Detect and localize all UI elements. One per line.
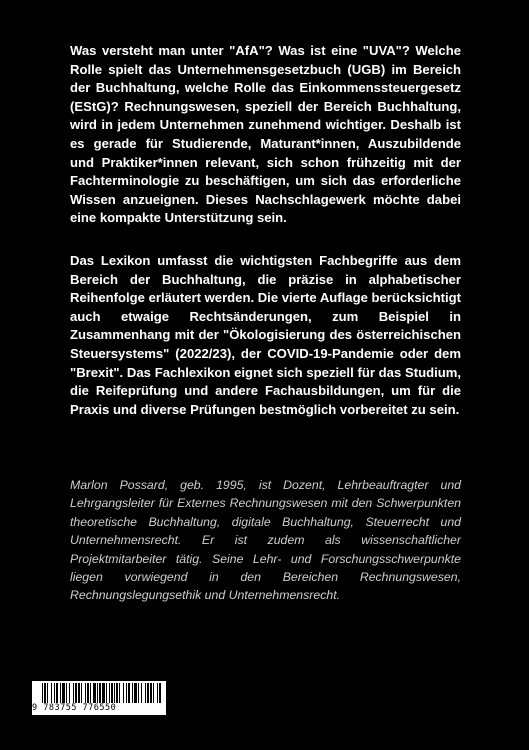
barcode-bar — [69, 683, 70, 703]
barcode-bar — [42, 683, 43, 703]
barcode-digits: 9 783755 776550 — [32, 703, 117, 713]
barcode-bar — [73, 683, 74, 703]
barcode-bar — [81, 683, 82, 703]
barcode-bar — [128, 683, 130, 703]
barcode-bar — [159, 683, 161, 703]
barcode-bar — [60, 683, 61, 703]
barcode-bar — [90, 683, 91, 703]
barcode-bar — [157, 683, 158, 703]
barcode-bar — [102, 683, 105, 703]
barcode-bar — [66, 683, 67, 703]
barcode-bar — [47, 683, 48, 703]
description-paragraph-1: Was versteht man unter "AfA"? Was ist eine "UVA"? Welche Rolle spielt das Unternehmensgesetzbuch (UGB) im Bereich der Buchhaltung, welche Rolle das Einkommenssteuergesetz (EStG)? Rechnungswesen, speziell der Bereich Buchhaltung, wird in jedem Unternehmen zunehmend wichtiger. Deshalb ist es gerade für Studierende, Maturant*innen, Auszubildende und Praktiker*innen relevant, sich schon frühzeitig mit der Fachterminologie zu beschäftigen, um sich das erforderliche Wissen anzueignen. Dieses Nachschlagewerk möchte dabei eine kompakte Unterstützung sein. — [70, 43, 461, 226]
barcode-bar — [93, 683, 96, 703]
barcode-bar — [123, 683, 124, 703]
barcode-bar — [126, 683, 127, 703]
barcode-bar — [54, 683, 55, 703]
isbn-barcode — [32, 681, 166, 715]
barcode-bar — [147, 683, 149, 703]
barcode-bar — [106, 683, 107, 703]
barcode-bar — [145, 683, 146, 703]
barcode-bar — [111, 683, 113, 703]
barcode-bar — [62, 683, 65, 703]
barcode-bar — [44, 683, 46, 703]
barcode-bar — [138, 683, 139, 703]
barcode-bar — [75, 683, 77, 703]
barcode-bar — [109, 683, 110, 703]
barcode-bar — [97, 683, 98, 703]
barcode-bar — [116, 683, 118, 703]
barcode-bar — [134, 683, 137, 703]
barcode-bar — [114, 683, 115, 703]
barcode-bar — [119, 683, 120, 703]
barcode-bar — [150, 683, 152, 703]
barcode-bar — [141, 683, 142, 703]
barcode-bar — [132, 683, 133, 703]
author-bio: Marlon Possard, geb. 1995, ist Dozent, Lehrbeauftragter und Lehrgangsleiter für Externes Rechnungswesen mit den Schwerpunkten theoretische Buchhaltung, digitale Buchhaltung, Steuerrecht und Unternehmensrecht. Er ist zudem als wissenschaftlicher Projektmitarbeiter tätig. Seine Lehr- und Forschungsschwerpunkte liegen vorwiegend in den Bereichen Rechnungswesen, Rechnungslegungsethik und Unternehmensrecht. — [70, 478, 461, 603]
barcode-bar — [85, 683, 86, 703]
barcode-bar — [78, 683, 80, 703]
barcode-bar — [56, 683, 58, 703]
barcode-bar — [153, 683, 154, 703]
barcode-bar — [87, 683, 89, 703]
barcode-bar — [99, 683, 101, 703]
description-paragraph-2: Das Lexikon umfasst die wichtigsten Fachbegriffe aus dem Bereich der Buchhaltung, die präzise in alphabetischer Reihenfolge erläutert werden. Die vierte Auflage berücksichtigt auch etwaige Rechtsänderungen, zum Beispiel in Zusammenhang mit der "Ökologisierung des österreichischen Steuersystems" (2022/23), der COVID-19-Pandemie oder dem "Brexit". Das Fachlexikon eignet sich speziell für das Studium, die Reifeprüfung und andere Fachausbildungen, um für die Praxis und diverse Prüfungen bestmöglich vorbereitet zu sein. — [70, 253, 461, 417]
barcode-bar — [51, 683, 52, 703]
